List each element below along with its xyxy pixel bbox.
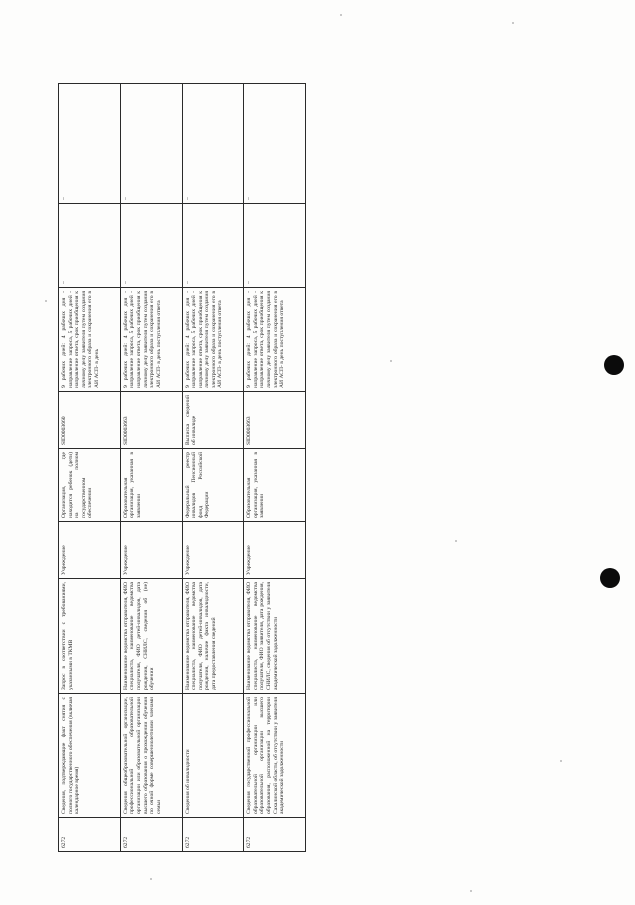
sample-cell: – <box>59 84 121 204</box>
deadline-cell: 9 рабочих дней: 4 рабочих дня - направление запроса, 5 рабочих дней - направление ответа, срок приобщения к личному делу заявителя путем создания электронного образа и сохранения его в АИ АСП- в день поступления ответа <box>182 288 244 392</box>
form-cell: – <box>182 204 244 288</box>
table-row <box>120 84 182 852</box>
document-name-cell: Сведения, подтверждающие факт снятия с полного государственного обеспечения (включая календарное время) <box>59 694 121 818</box>
scan-speck <box>560 760 562 762</box>
document-name-cell: Сведения государственной профессиональной образовательной организации или образовательной организации высшего образования, расположенной на территории Сахалинской области, об отсутствии у заявителя академической задолженности <box>244 694 306 818</box>
recipient-cell: Организация, где находится ребенок (дети) на полном государственном обеспечении <box>59 449 121 522</box>
recipient-cell: Федеральный реестр инвалидов Пенсионный фонд Российской Федерации <box>182 449 244 522</box>
sid-cell: SID0003663 <box>120 392 182 449</box>
punch-hole <box>600 568 620 588</box>
sid-cell: SID0003660 <box>59 392 121 449</box>
rotated-table-wrapper <box>58 84 306 852</box>
scan-speck <box>150 878 152 880</box>
code-cell: 6272 <box>59 818 121 852</box>
scan-speck <box>455 540 457 542</box>
sid-cell: Выписка сведений об инвалиде <box>182 392 244 449</box>
code-cell: 6272 <box>244 818 306 852</box>
table-row <box>244 84 306 852</box>
form-cell: – <box>59 204 121 288</box>
scan-speck <box>390 360 392 362</box>
request-content-cell: Наименование ведомства отправителя, ФИО специалиста, наименование ведомства получателя, ФИО детей-инвалидов, дата рождения, наличие факта инвалидности, дата предоставления сведений <box>182 579 244 694</box>
deadline-cell: 9 рабочих дней: 4 рабочих дня - направление запроса, 5 рабочих дней - направление ответа, срок приобщения к личному делу заявителя путем создания электронного образа и сохранения его в АИ АСП- в день поступления ответа <box>244 288 306 392</box>
deadline-cell: 9 рабочих дней: 4 рабочих дня - направление запроса, 5 рабочих дней - направление ответа, срок приобщения к личному делу заявителя путем создания электронного образа и сохранения его в АИ АСП- в день поступления ответа <box>120 288 182 392</box>
request-content-cell: Наименование ведомства отправителя, ФИО специалиста, наименование ведомства получателя, ФИО заявителя, дата рождения, СНИЛС, сведения об отсутствии у заявителя академической задолженности <box>244 579 306 694</box>
scan-speck <box>340 14 342 16</box>
sender-cell: Учреждение <box>59 522 121 579</box>
code-cell: 6272 <box>182 818 244 852</box>
interagency-requests-table <box>58 83 306 852</box>
sid-cell: SID0003663 <box>244 392 306 449</box>
sample-cell: – <box>120 84 182 204</box>
table-row <box>182 84 244 852</box>
punch-hole <box>604 355 624 375</box>
scan-speck <box>470 890 472 892</box>
table-row <box>59 84 121 852</box>
sender-cell: Учреждение <box>244 522 306 579</box>
sample-cell: – <box>182 84 244 204</box>
sender-cell: Учреждение <box>182 522 244 579</box>
scan-speck <box>45 300 47 302</box>
request-content-cell: Наименование ведомства отправителя, ФИО специалиста, наименование ведомства получателя, ФИО детей-инвалидов, дата рождения, СНИЛС, сведения об (не) обучении <box>120 579 182 694</box>
code-cell: 6272 <box>120 818 182 852</box>
document-name-cell: Сведения об инвалидности <box>182 694 244 818</box>
request-content-cell: Запрос в соответствии с требованиями, указанными в ТКМВ <box>59 579 121 694</box>
form-cell: – <box>120 204 182 288</box>
scan-speck <box>512 22 514 24</box>
recipient-cell: Образовательная организация, указанная в заявлении <box>120 449 182 522</box>
document-name-cell: Сведения общеобразовательной организации, профессиональной образовательной организации или образовательной организации высшего образования о прохождении обучения по очной форме совершеннолетними членами семьи <box>120 694 182 818</box>
deadline-cell: 9 рабочих дней: 4 рабочих дня - направление запроса, 5 рабочих дней - направление ответа, срок приобщения к личному делу заявителя путем создания электронного образа и сохранения его в АИ АСП- в день <box>59 288 121 392</box>
form-cell: – <box>244 204 306 288</box>
sample-cell: – <box>244 84 306 204</box>
sender-cell: Учреждение <box>120 522 182 579</box>
recipient-cell: Образовательная организация, указанная в заявлении <box>244 449 306 522</box>
